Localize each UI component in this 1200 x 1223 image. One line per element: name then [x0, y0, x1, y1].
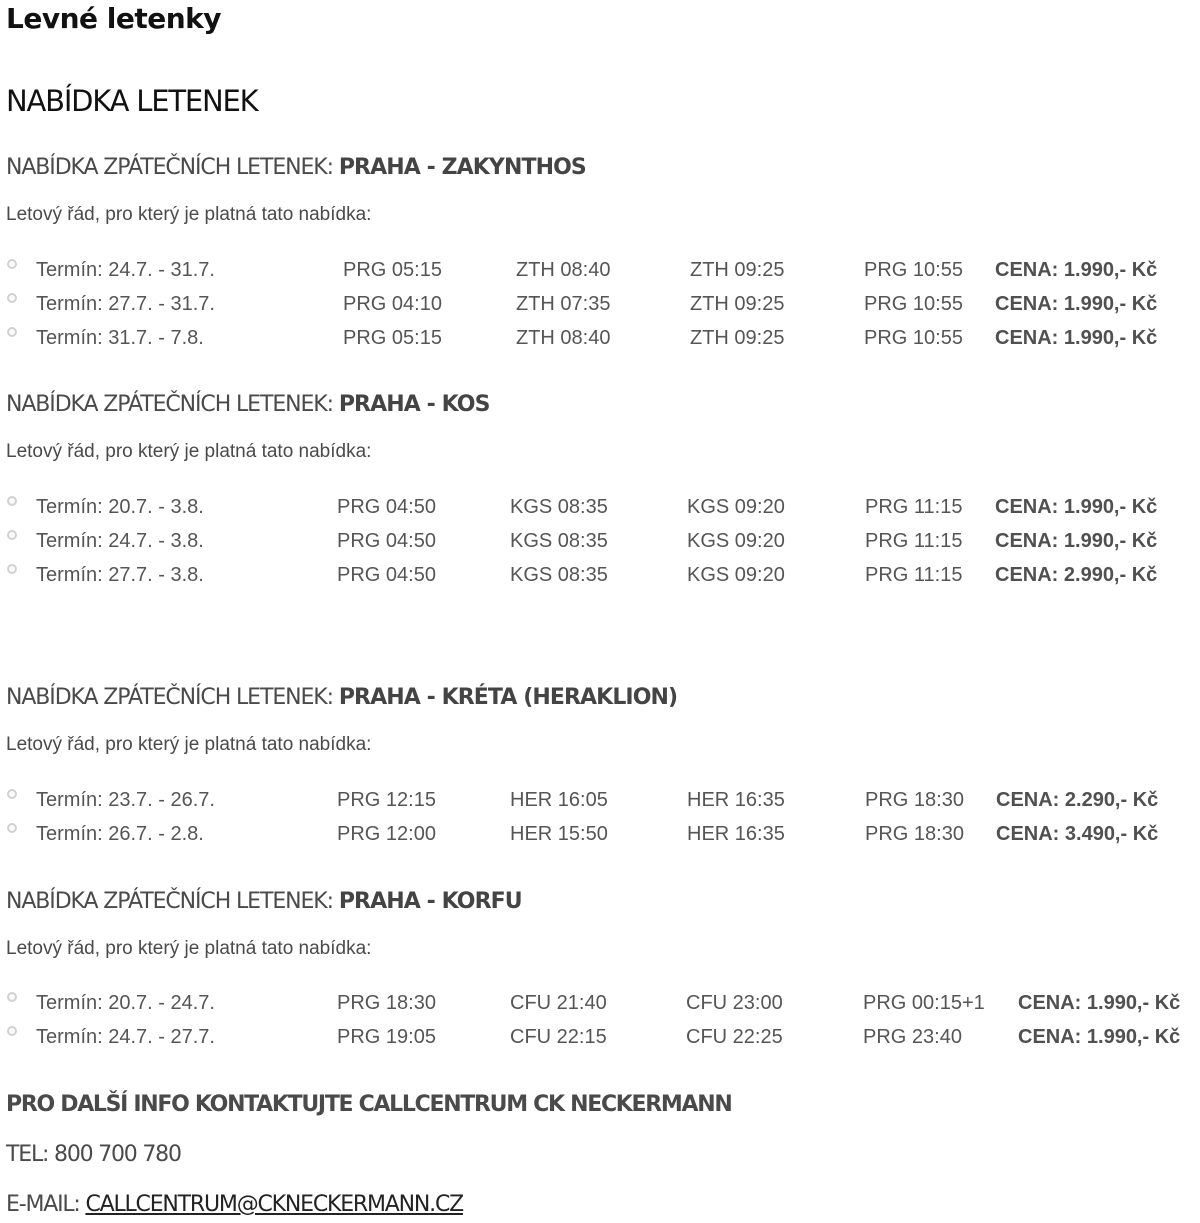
radio-circle-icon: [7, 259, 17, 269]
section-heading-route: PRAHA - KRÉTA (HERAKLION): [338, 685, 678, 710]
contact-tel: [6, 1142, 181, 1167]
section-heading-prefix: NABÍDKA ZPÁTEČNÍCH LETENEK:: [6, 889, 333, 914]
term-dates: Termín: 23.7. - 26.7.: [36, 789, 215, 811]
outbound-arrival: HER 16:05: [510, 789, 608, 811]
contact-email: [6, 1192, 463, 1217]
outbound-departure: PRG 04:50: [337, 496, 436, 518]
price: CENA: 1.990,- Kč: [1018, 992, 1181, 1014]
flight-row: [0, 992, 1200, 1020]
radio-circle-icon: [7, 789, 17, 799]
return-departure: HER 16:35: [687, 823, 785, 845]
section-heading: [6, 889, 522, 914]
return-arrival: PRG 10:55: [864, 293, 963, 315]
radio-circle-icon: [7, 992, 17, 1002]
section-heading-prefix: NABÍDKA ZPÁTEČNÍCH LETENEK:: [6, 685, 333, 710]
flight-row: [0, 259, 1200, 287]
outbound-departure: PRG 19:05: [337, 1026, 436, 1048]
section-subtitle: Letový řád, pro který je platná tato nabídka:: [6, 938, 372, 959]
return-departure: CFU 22:25: [686, 1026, 783, 1048]
email-link[interactable]: CALLCENTRUM@CKNECKERMANN.CZ: [85, 1192, 463, 1217]
section-heading-prefix: NABÍDKA ZPÁTEČNÍCH LETENEK:: [6, 392, 333, 417]
section-heading-prefix: NABÍDKA ZPÁTEČNÍCH LETENEK:: [6, 155, 333, 180]
return-departure: KGS 09:20: [687, 496, 785, 518]
radio-circle-icon: [7, 564, 17, 574]
section-subtitle: Letový řád, pro který je platná tato nabídka:: [6, 441, 372, 462]
return-departure: KGS 09:20: [687, 564, 785, 586]
return-arrival: PRG 11:15: [865, 530, 963, 552]
section-subtitle: Letový řád, pro který je platná tato nabídka:: [6, 734, 372, 755]
return-departure: ZTH 09:25: [690, 293, 785, 315]
section-heading-route: PRAHA - ZAKYNTHOS: [338, 155, 586, 180]
flight-row: [0, 496, 1200, 524]
radio-circle-icon: [7, 823, 17, 833]
outbound-departure: PRG 04:50: [337, 530, 436, 552]
outbound-departure: PRG 05:15: [343, 327, 442, 349]
price: CENA: 3.490,- Kč: [996, 823, 1159, 845]
flight-row: [0, 327, 1200, 355]
section-subtitle: Letový řád, pro který je platná tato nabídka:: [6, 204, 372, 225]
term-dates: Termín: 27.7. - 31.7.: [36, 293, 215, 315]
price: CENA: 1.990,- Kč: [1018, 1026, 1181, 1048]
term-dates: Termín: 24.7. - 3.8.: [36, 530, 204, 552]
outbound-arrival: ZTH 07:35: [516, 293, 611, 315]
flight-row: [0, 293, 1200, 321]
radio-circle-icon: [7, 1026, 17, 1036]
return-arrival: PRG 00:15+1: [863, 992, 985, 1014]
return-arrival: PRG 23:40: [863, 1026, 962, 1048]
flight-row: [0, 564, 1200, 592]
flight-row: [0, 789, 1200, 817]
term-dates: Termín: 27.7. - 3.8.: [36, 564, 204, 586]
outbound-arrival: KGS 08:35: [510, 564, 608, 586]
return-arrival: PRG 11:15: [865, 564, 963, 586]
price: CENA: 2.290,- Kč: [996, 789, 1159, 811]
return-arrival: PRG 10:55: [864, 327, 963, 349]
price: CENA: 1.990,- Kč: [995, 327, 1158, 349]
radio-circle-icon: [7, 327, 17, 337]
return-departure: KGS 09:20: [687, 530, 785, 552]
outbound-arrival: ZTH 08:40: [516, 259, 611, 281]
outbound-arrival: KGS 08:35: [510, 530, 608, 552]
return-arrival: PRG 18:30: [865, 823, 964, 845]
term-dates: Termín: 20.7. - 24.7.: [36, 992, 215, 1014]
outbound-departure: PRG 18:30: [337, 992, 436, 1014]
outbound-departure: PRG 04:10: [343, 293, 442, 315]
contact-heading: PRO DALŠÍ INFO KONTAKTUJTE CALLCENTRUM CK NECKERMANN: [6, 1092, 732, 1117]
return-departure: CFU 23:00: [686, 992, 783, 1014]
return-arrival: PRG 10:55: [864, 259, 963, 281]
outbound-departure: PRG 12:15: [337, 789, 436, 811]
outbound-departure: PRG 05:15: [343, 259, 442, 281]
outbound-departure: PRG 12:00: [337, 823, 436, 845]
price: CENA: 2.990,- Kč: [995, 564, 1158, 586]
term-dates: Termín: 20.7. - 3.8.: [36, 496, 204, 518]
tel-label: TEL:: [6, 1142, 49, 1167]
section-heading: [6, 155, 586, 180]
radio-circle-icon: [7, 293, 17, 303]
term-dates: Termín: 31.7. - 7.8.: [36, 327, 204, 349]
return-arrival: PRG 18:30: [865, 789, 964, 811]
outbound-arrival: CFU 22:15: [510, 1026, 607, 1048]
term-dates: Termín: 26.7. - 2.8.: [36, 823, 204, 845]
return-departure: ZTH 09:25: [690, 327, 785, 349]
price: CENA: 1.990,- Kč: [995, 259, 1158, 281]
outbound-arrival: KGS 08:35: [510, 496, 608, 518]
tel-value: 800 700 780: [54, 1142, 181, 1167]
section-heading-route: PRAHA - KORFU: [338, 889, 522, 914]
radio-circle-icon: [7, 496, 17, 506]
return-arrival: PRG 11:15: [865, 496, 963, 518]
term-dates: Termín: 24.7. - 31.7.: [36, 259, 215, 281]
flight-row: [0, 530, 1200, 558]
outbound-arrival: HER 15:50: [510, 823, 608, 845]
price: CENA: 1.990,- Kč: [995, 496, 1158, 518]
flight-row: [0, 1026, 1200, 1054]
return-departure: HER 16:35: [687, 789, 785, 811]
page-title: Levné letenky: [6, 2, 222, 35]
main-title: NABÍDKA LETENEK: [6, 84, 258, 118]
price: CENA: 1.990,- Kč: [995, 530, 1158, 552]
term-dates: Termín: 24.7. - 27.7.: [36, 1026, 215, 1048]
email-label: E-MAIL:: [6, 1192, 80, 1217]
section-heading-route: PRAHA - KOS: [338, 392, 490, 417]
price: CENA: 1.990,- Kč: [995, 293, 1158, 315]
outbound-arrival: CFU 21:40: [510, 992, 607, 1014]
section-heading: [6, 392, 490, 417]
outbound-departure: PRG 04:50: [337, 564, 436, 586]
outbound-arrival: ZTH 08:40: [516, 327, 611, 349]
flight-row: [0, 823, 1200, 851]
radio-circle-icon: [7, 530, 17, 540]
section-heading: [6, 685, 677, 710]
return-departure: ZTH 09:25: [690, 259, 785, 281]
